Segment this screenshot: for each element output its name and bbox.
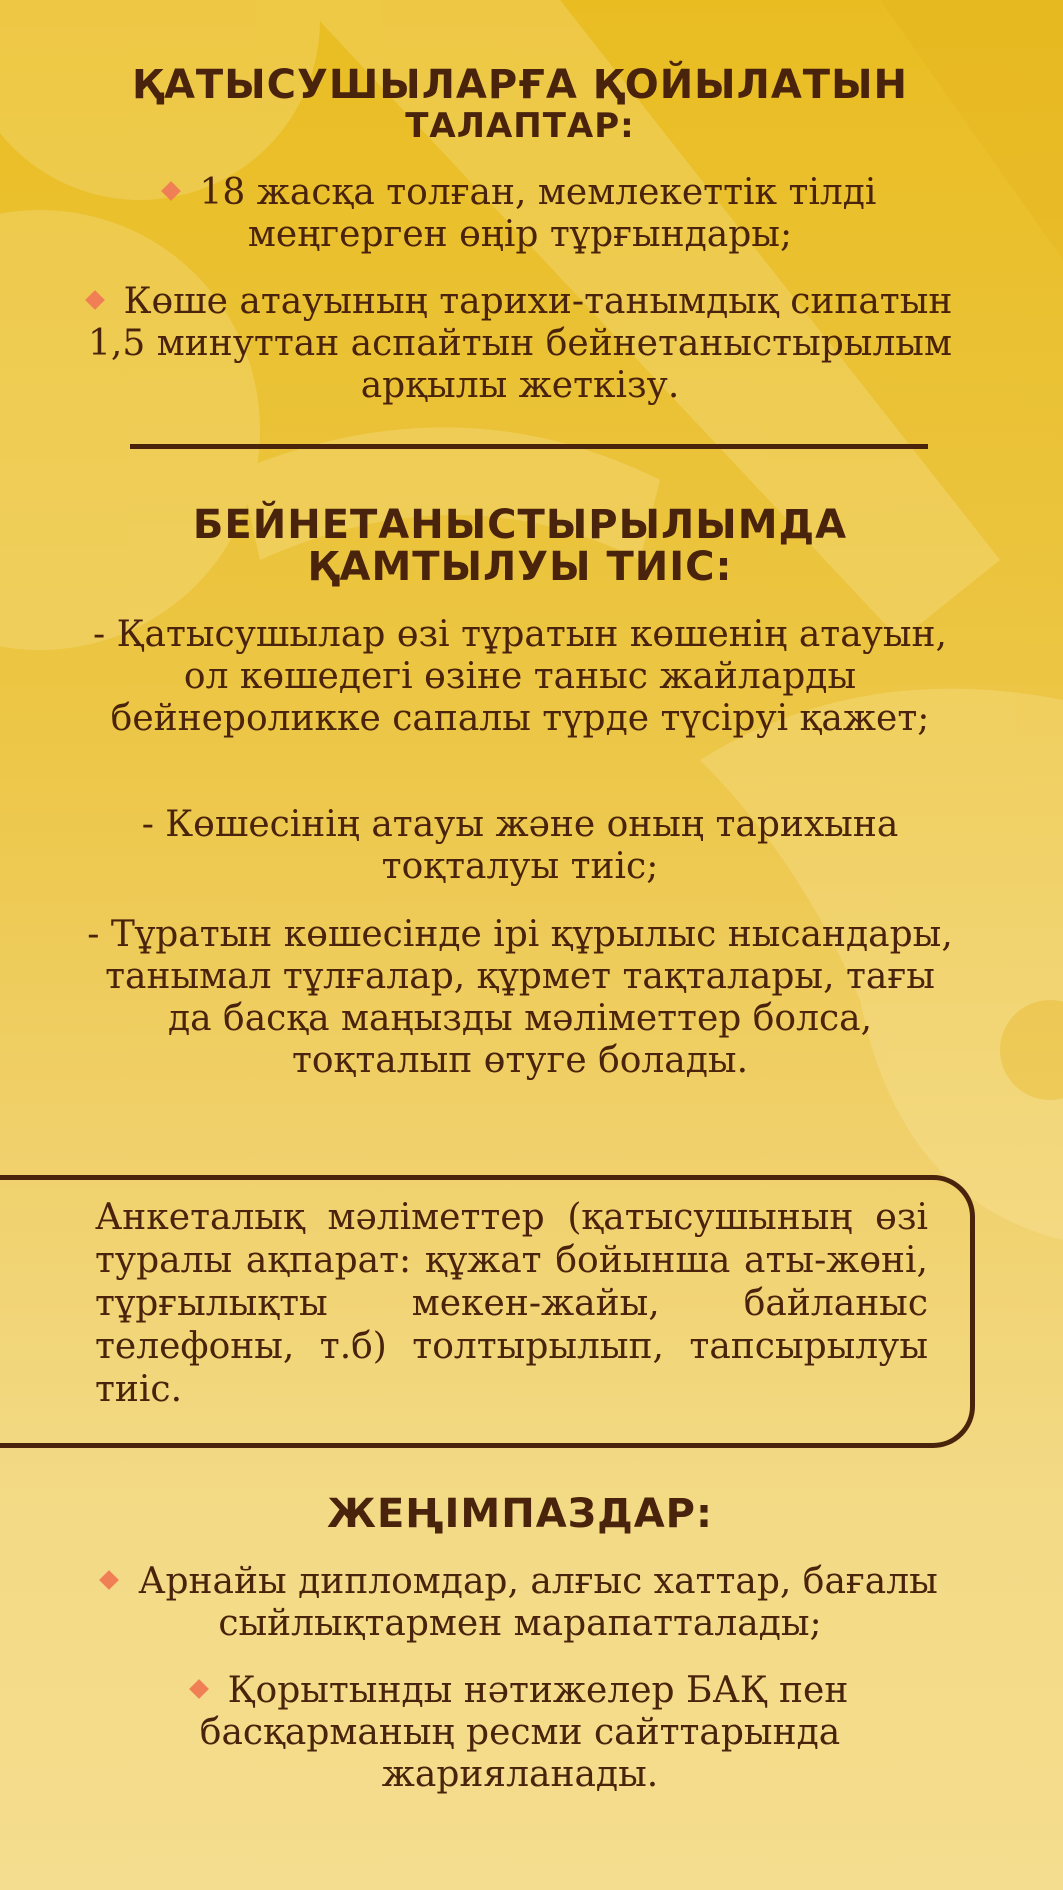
requirements-item-1-text: 18 жасқа толған, мемлекеттік тілді меңгерген өңір тұрғындары;: [199, 172, 877, 255]
requirements-item-1: [80, 172, 960, 256]
requirements-title-line1: ҚАТЫСУШЫЛАРҒА ҚОЙЫЛАТЫН: [131, 62, 909, 108]
video-content-item-3: - Тұратын көшесінде ірі құрылыс нысандары, танымал тұлғалар, құрмет тақталары, тағы да басқа маңызды мәліметтер болса, тоқталып өтуге болады.: [87, 914, 953, 1081]
requirements-title-line2: ТАЛАПТАР:: [405, 106, 635, 146]
diamond-bullet-icon: [161, 181, 181, 201]
video-content-item-2: - Көшесінің атауы және оның тарихына тоқталуы тиіс;: [141, 804, 899, 887]
section-divider: [130, 444, 928, 449]
diamond-bullet-icon: [189, 1679, 209, 1699]
video-content-title-line2: ҚАМТЫЛУЫ ТИІС:: [307, 544, 733, 590]
winners-item-1-text: Арнайы дипломдар, алғыс хаттар, бағалы сыйлықтармен марапатталады;: [138, 1561, 938, 1644]
requirements-item-2-text: Көше атауының тарихи-танымдық сипатын 1,5 минуттан аспайтын бейнетаныстырылым арқылы жеткізу.: [88, 281, 953, 406]
video-content-title-line1: БЕЙНЕТАНЫСТЫРЫЛЫМДА: [192, 502, 848, 548]
diamond-bullet-icon: [99, 1570, 119, 1590]
form-note-text: Анкеталық мәліметтер (қатысушының өзі туралы ақпарат: құжат бойынша аты-жөні, тұрғылықты мекен-жайы, байланыс телефоны, т.б) толтырылып, тапсырылуы тиіс.: [95, 1197, 928, 1410]
video-content-item-1: - Қатысушылар өзі тұратын көшенің атауын, ол көшедегі өзіне таныс жайларды бейнероликке сапалы түрде түсіруі қажет;: [93, 614, 947, 739]
diamond-bullet-icon: [85, 290, 105, 310]
requirements-item-2: [80, 281, 960, 407]
winners-item-2: [80, 1670, 960, 1796]
winners-title: ЖЕҢІМПАЗДАР:: [327, 1491, 713, 1537]
winners-item-2-text: Қорытынды нәтижелер БАҚ пен басқарманың ресми сайттарында жарияланады.: [199, 1670, 849, 1795]
winners-item-1: [80, 1561, 960, 1645]
